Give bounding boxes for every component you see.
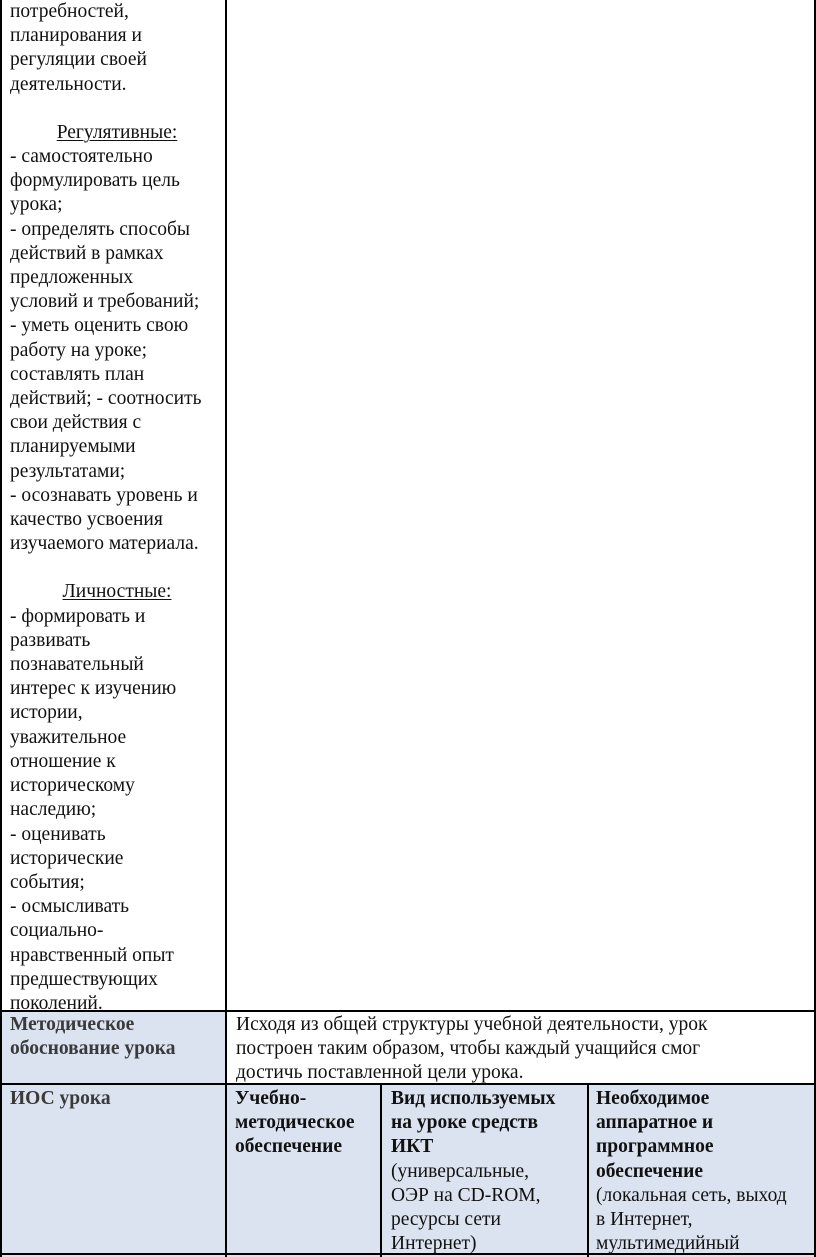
personal-line: - формировать и	[10, 605, 146, 627]
column-divider	[225, 0, 227, 1257]
ios-col3-bold-line: программное	[596, 1136, 714, 1158]
ios-col2-bold-line: Вид используемых	[391, 1088, 556, 1109]
personal-line: - осмысливать	[10, 896, 130, 918]
personal-line: социально-	[10, 920, 104, 942]
method-text-cell	[236, 1013, 811, 1086]
ios-divider-1	[380, 1085, 382, 1257]
regulative-line: изучаемого материала.	[10, 533, 199, 555]
regulative-line: условий и требований;	[10, 291, 200, 313]
personal-line: познавательный	[10, 654, 144, 676]
regulative-line: - определять способы	[10, 218, 191, 240]
ios-label-cell	[10, 1087, 224, 1111]
personal-line: наследию;	[10, 799, 97, 821]
ios-divider-2	[587, 1085, 589, 1257]
personal-line: поколений.	[10, 992, 103, 1014]
regulative-line: работу на уроке;	[10, 339, 147, 361]
personal-heading	[10, 580, 224, 604]
ios-col1-cell	[235, 1087, 378, 1160]
ios-col3-line: (локальная сеть, выход	[596, 1184, 787, 1206]
regulative-line: действий в рамках	[10, 242, 164, 264]
regulative-line: формулировать цель	[10, 170, 180, 192]
personal-line: истории,	[10, 702, 83, 724]
method-label: Методическое	[10, 1014, 135, 1035]
intro-line: потребностей,	[10, 1, 129, 22]
regulative-line: - самостоятельно	[10, 146, 153, 168]
ios-col1-line: Учебно-	[235, 1088, 307, 1109]
regulative-line: составлять план	[10, 363, 145, 385]
method-text-line: достичь поставленной цели урока.	[236, 1062, 524, 1084]
regulative-line: планируемыми	[10, 436, 136, 458]
ios-col2-bold-line: ИКТ	[391, 1136, 434, 1158]
ios-col2-line: ОЭР на CD-ROM,	[391, 1184, 541, 1206]
ios-col3-line: в Интернет,	[596, 1209, 693, 1231]
regulative-title: Регулятивные:	[56, 121, 178, 143]
regulative-line: предложенных	[10, 267, 134, 289]
regulative-line: свои действия с	[10, 412, 142, 434]
regulative-line: действий; - соотносить	[10, 388, 202, 410]
uud-cell	[10, 0, 224, 1016]
ios-col3-bold-line: обеспечение	[596, 1160, 703, 1182]
personal-line: развивать	[10, 629, 91, 651]
regulative-line: - уметь оценить свою	[10, 315, 189, 337]
ios-col2-cell	[391, 1087, 585, 1256]
table-border-left	[0, 0, 2, 1257]
regulative-heading	[10, 121, 224, 145]
personal-line: нравственный опыт	[10, 944, 174, 966]
personal-line: отношение к	[10, 750, 116, 772]
personal-line: события;	[10, 871, 85, 893]
ios-col2-line: Интернет)	[391, 1233, 477, 1255]
method-label-cell	[10, 1013, 224, 1061]
ios-col3-bold-line: аппаратное и	[596, 1112, 714, 1134]
method-label: обоснование урока	[10, 1038, 176, 1060]
regulative-line: результатами;	[10, 460, 126, 482]
personal-line: исторические	[10, 847, 124, 869]
ios-col2-line: ресурсы сети	[391, 1209, 501, 1231]
regulative-line: урока;	[10, 194, 63, 216]
intro-line: планирования и	[10, 25, 142, 47]
ios-col2-line: (универсальные,	[391, 1160, 530, 1182]
personal-title: Личностные:	[62, 581, 172, 603]
regulative-line: - осознавать уровень и	[10, 484, 198, 506]
ios-col1-line: методическое	[235, 1112, 355, 1134]
ios-col3-bold-line: Необходимое	[596, 1088, 710, 1109]
personal-line: - оценивать	[10, 823, 106, 845]
personal-line: интерес к изучению	[10, 678, 177, 700]
ios-col3-line: мультимедийный	[596, 1233, 740, 1255]
intro-line: деятельности.	[10, 73, 127, 95]
ios-col2-bold-line: на уроке средств	[391, 1112, 539, 1134]
ios-col1-line: обеспечение	[235, 1136, 342, 1158]
personal-line: предшествующих	[10, 968, 158, 990]
personal-line: уважительное	[10, 726, 127, 748]
intro-line: регуляции своей	[10, 49, 147, 71]
ios-col3-cell	[596, 1087, 812, 1256]
method-text-line: построен таким образом, чтобы каждый учащийся смог	[236, 1038, 701, 1060]
personal-line: историческому	[10, 775, 135, 797]
method-text-line: Исходя из общей структуры учебной деятельности, урок	[236, 1014, 708, 1035]
regulative-line: качество усвоения	[10, 509, 163, 531]
ios-label: ИОС урока	[10, 1088, 111, 1109]
